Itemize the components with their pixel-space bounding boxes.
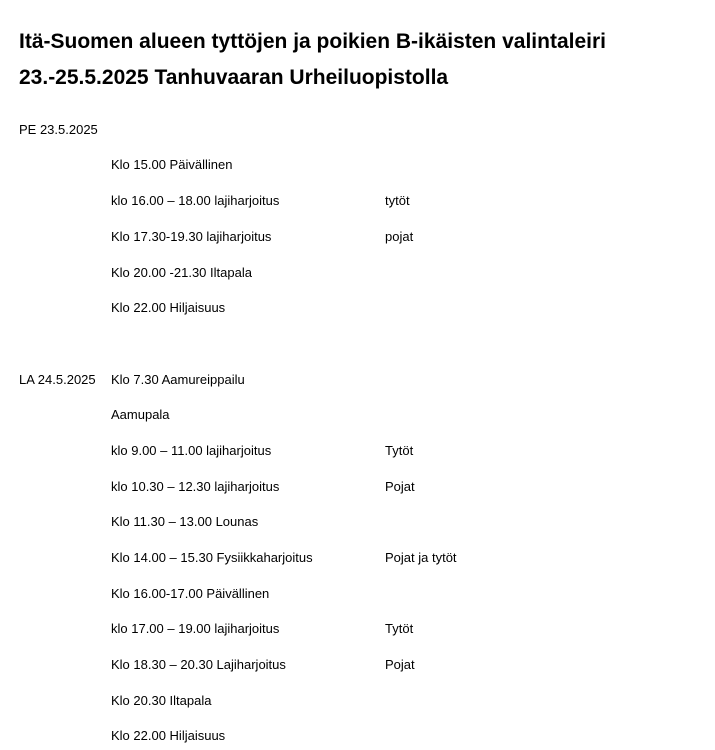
schedule-item: Aamupala: [111, 407, 170, 422]
schedule-group: Tytöt: [385, 443, 414, 458]
schedule-item: Klo 16.00-17.00 Päivällinen: [111, 586, 270, 601]
day-label-saturday: LA 24.5.2025: [19, 372, 96, 387]
schedule-item: Klo 11.30 – 13.00 Lounas: [111, 514, 259, 529]
title-line-1: Itä-Suomen alueen tyttöjen ja poikien B-ikäisten valintaleiri: [19, 30, 606, 53]
schedule-item: klo 16.00 – 18.00 lajiharjoitus: [111, 193, 280, 208]
schedule-group: Pojat: [385, 657, 415, 672]
document-title: [19, 24, 709, 96]
schedule-item: klo 10.30 – 12.30 lajiharjoitus: [111, 479, 280, 494]
schedule-item: klo 17.00 – 19.00 lajiharjoitus: [111, 621, 280, 636]
schedule-group: tytöt: [385, 193, 410, 208]
schedule-item: Klo 17.30-19.30 lajiharjoitus: [111, 229, 272, 244]
schedule-item: Klo 7.30 Aamureippailu: [111, 372, 245, 387]
schedule-item: Klo 20.00 -21.30 Iltapala: [111, 265, 252, 280]
schedule-item: Klo 22.00 Hiljaisuus: [111, 728, 226, 743]
schedule-group: Tytöt: [385, 621, 414, 636]
schedule-item: klo 9.00 – 11.00 lajiharjoitus: [111, 443, 272, 458]
schedule-item: Klo 22.00 Hiljaisuus: [111, 300, 226, 315]
title-line-2: 23.-25.5.2025 Tanhuvaaran Urheiluopistolla: [19, 66, 449, 89]
schedule-group: Pojat: [385, 479, 415, 494]
schedule-group: Pojat ja tytöt: [385, 550, 457, 565]
schedule-item: Klo 15.00 Päivällinen: [111, 157, 233, 172]
schedule-item: Klo 14.00 – 15.30 Fysiikkaharjoitus: [111, 550, 313, 565]
schedule-group: pojat: [385, 229, 414, 244]
schedule-item: Klo 20.30 Iltapala: [111, 693, 212, 708]
schedule-item: Klo 18.30 – 20.30 Lajiharjoitus: [111, 657, 286, 672]
day-label-friday: PE 23.5.2025: [19, 122, 98, 137]
